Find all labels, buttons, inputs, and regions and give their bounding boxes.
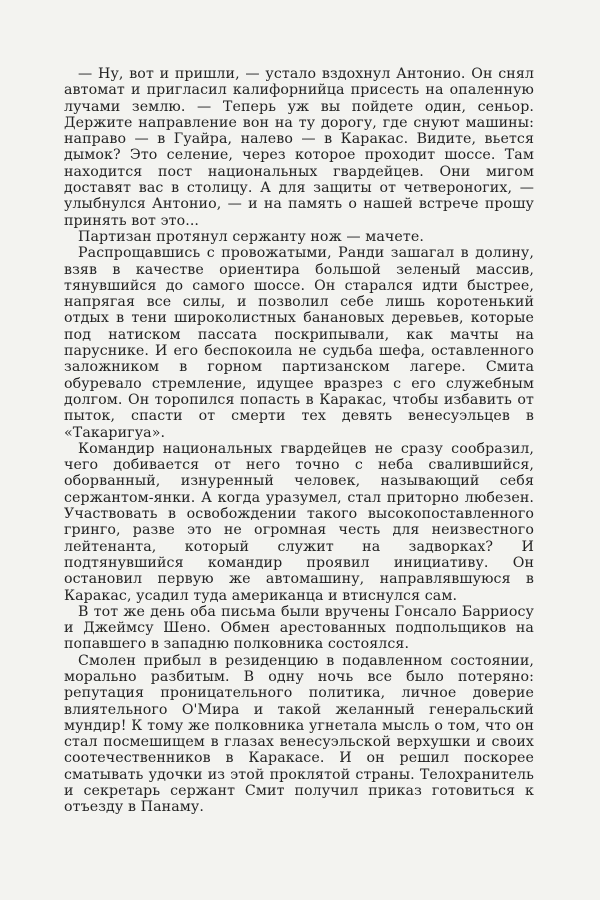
page-text-block — [64, 66, 534, 816]
paragraph-2: Партизан протянул сержанту нож — мачете. — [78, 228, 424, 245]
paragraph-3: Распрощавшись с провожатыми, Ранди зашагал в долину, взяв в качестве ориентира большой зеленый массив, тянувшийся до самого шоссе. Он старался идти быстрее, напрягая все силы, и позволил себе лишь коротенький отдых в тени широколистных банановых деревьев, которые под натиском пассата поскрипывали, как мачты на паруснике. И его беспокоила не судьба шефа, оставленного заложником в горном партизанском лагере. Смита обуревало стремление, идущее вразрез с его служебным долгом. Он торопился попасть в Каракас, чтобы избавить от пыток, спасти от смерти тех девять венесуэльцев в «Такаригуа». — [64, 245, 534, 441]
paragraph-4: Командир национальных гвардейцев не сразу сообразил, чего добивается от него точно с неба свалившийся, оборванный, изнуренный человек, называющий себя сержантом-янки. А когда уразумел, стал приторно любезен. Участвовать в освобождении такого высокопоставленного гринго, разве это не огромная честь для неизвестного лейтенанта, который служит на задворках? И подтянувшийся командир проявил инициативу. Он остановил первую же автомашину, направлявшуюся в Каракас, усадил туда американца и втиснулся сам. — [64, 440, 534, 604]
paragraph-6: Смолен прибыл в резиденцию в подавленном состоянии, морально разбитым. В одну ночь все было потеряно: репутация проницательного политика, личное доверие влиятельного О'Мира и такой желанный генеральский мундир! К тому же полковника угнетала мысль о том, что он стал посмешищем в глазах венесуэльской верхушки и своих соотечественников в Каракасе. И он решил поскорее сматывать удочки из этой проклятой страны. Телохранитель и секретарь сержант Смит получил приказ готовиться к отъезду в Панаму. — [64, 652, 534, 816]
paragraph-5: В тот же день оба письма были вручены Гонсало Барриосу и Джеймсу Шено. Обмен арестованных подпольщиков на попавшего в западню полковника состоялся. — [64, 603, 534, 653]
paragraph-1: — Ну, вот и пришли, — устало вздохнул Антонио. Он снял автомат и пригласил калифорнийца присесть на опаленную лучами землю. — Теперь уж вы пойдете один, сеньор. Держите направление вон на ту дорогу, где снуют машины: направо — в Гуайра, налево — в Каракас. Видите, вьется дымок? Это селение, через которое проходит шоссе. Там находится пост национальных гвардейцев. Они мигом доставят вас в столицу. А для защиты от четвероногих, — улыбнулся Антонио, — и на память о нашей встрече прошу принять вот это... — [64, 66, 534, 229]
